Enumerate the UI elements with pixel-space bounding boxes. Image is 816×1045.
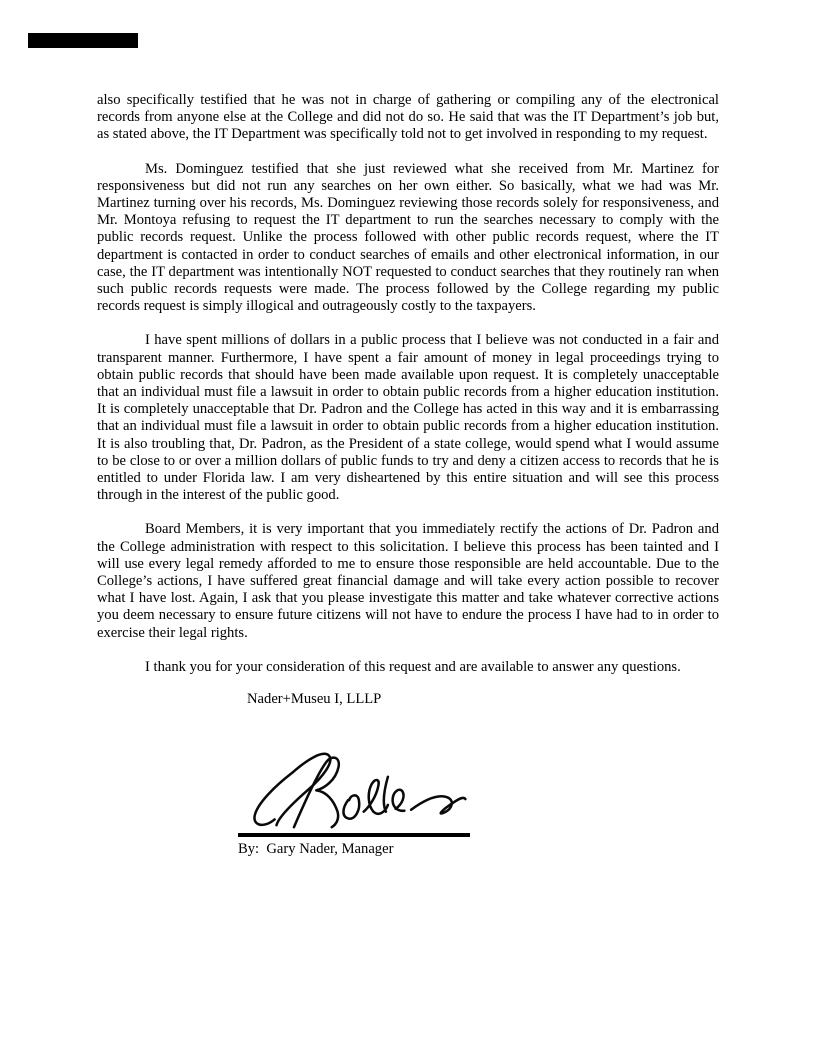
letter-body [97, 92, 719, 859]
signature-block [238, 740, 470, 858]
signer-by-line: By: Gary Nader, Manager [238, 841, 394, 858]
paragraph-board-members: Board Members, it is very important that you immediately rectify the actions of Dr. Padron and the College administration with respect to this solicitation. I believe this process has been tainted and I will use every legal remedy afforded to me to ensure those responsible are held accountable. Due to the College’s actions, I have suffered great financial damage and will take every action possible to recover what I have lost. Again, I ask that you please investigate this matter and take whatever corrective actions you deem necessary to ensure future citizens will not have to endure the process I have had to in order to exercise their legal rights. [97, 521, 719, 641]
signature-rule [238, 833, 470, 837]
paragraph-continuation: also specifically testified that he was not in charge of gathering or compiling any of the electronical records from anyone else at the College and did not do so. He said that was the IT Department’s job but, as stated above, the IT Department was specifically told not to get involved in responding to my request. [97, 92, 719, 143]
signature-icon [238, 740, 470, 832]
paragraph-spent-millions: I have spent millions of dollars in a public process that I believe was not conducted in a fair and transparent manner. Furthermore, I have spent a fair amount of money in legal proceedings trying to obtain public records that should have been made available upon request. It is completely unacceptable that an individual must file a lawsuit in order to obtain public records from a higher education institution. It is completely unacceptable that Dr. Padron and the College has acted in this way and it is embarrassing that an individual must file a lawsuit in order to obtain public records from a higher education institution. It is also troubling that, Dr. Padron, as the President of a state college, would spend what I would assume to be close to or over a million dollars of public funds to try and deny a citizen access to records that he is entitled to under Florida law. I am very disheartened by this entire situation and will see this process through in the interest of the public good. [97, 332, 719, 504]
redaction-bar [28, 33, 138, 48]
paragraph-dominguez-testimony: Ms. Dominguez testified that she just reviewed what she received from Mr. Martinez for responsiveness but did not run any searches on her own either. So basically, what we had was Mr. Martinez turning over his records, Ms. Dominguez reviewing those records solely for responsiveness, and Mr. Montoya refusing to request the IT department to run the searches necessary to comply with the public records request. Unlike the process followed with other public records request, where the IT department is contacted in order to conduct searches of emails and other electronical information, in our case, the IT department was intentionally NOT requested to conduct searches that they routinely ran when such public records requests were made. The process followed by the College regarding my public records request is simply illogical and outrageously costly to the taxpayers. [97, 160, 719, 315]
closing-paragraph: I thank you for your consideration of this request and are available to answer any questions. [145, 658, 681, 675]
company-name: Nader+Museu I, LLLP [247, 691, 382, 708]
